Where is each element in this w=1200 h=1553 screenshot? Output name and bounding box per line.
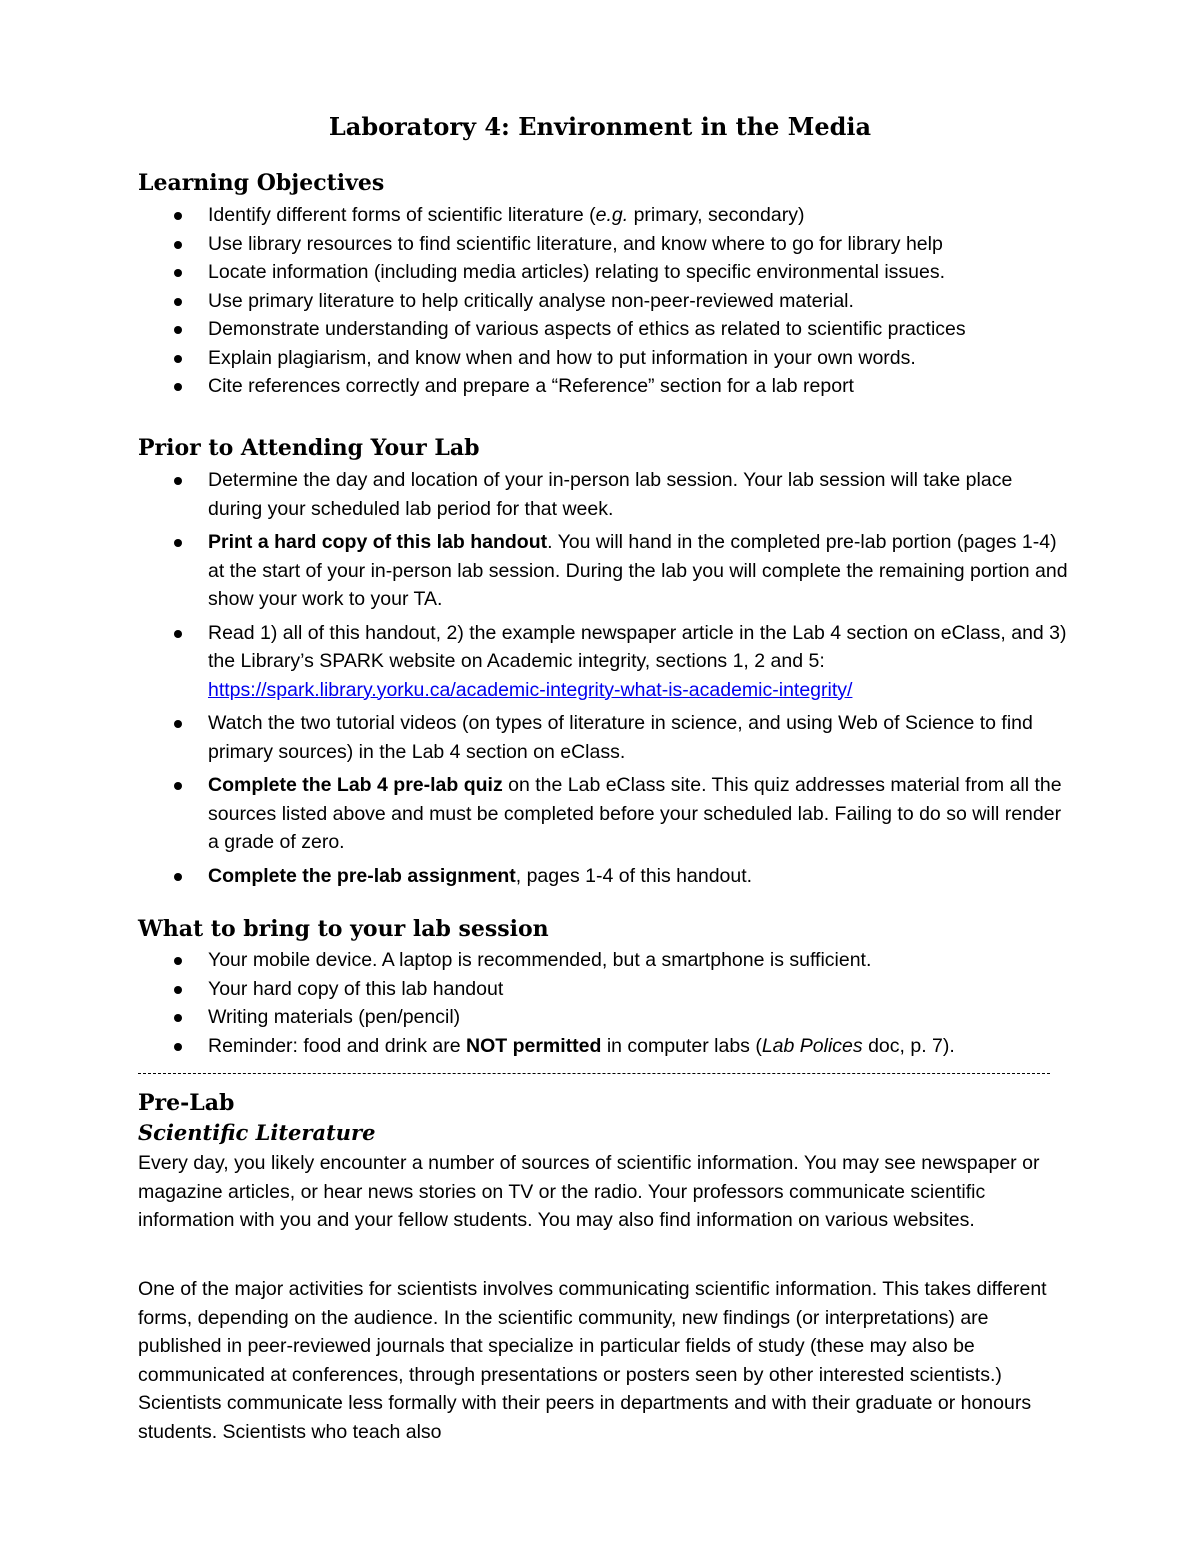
pre-lab-paragraph-2: One of the major activities for scientists involves communicating scientific information. This takes different forms, depending on the audience. In the scientific community, new findings (or interpretations) are published in peer-reviewed journals that specialize in particular fields of study (these may also be communicated at conferences, through presentations or posters seen by other interested scientists.) Scientists communicate less formally with their peers in departments and with their graduate or honours students. Scientists who teach also [138, 1278, 1047, 1443]
list-item: Read 1) all of this handout, 2) the example newspaper article in the Lab 4 section on eClass, and 3) the Library’s SPARK website on Academic integrity, sections 1, 2 and 5: https://spark.library.yorku.ca/academic-integrity-what-is-academic-integrity/ [138, 619, 1068, 705]
list-item: Your hard copy of this lab handout [138, 975, 1068, 1004]
learning-objectives-list [138, 201, 1068, 401]
list-item: Reminder: food and drink are NOT permitted in computer labs (Lab Polices doc, p. 7). [138, 1032, 1068, 1061]
what-to-bring-list [138, 946, 1068, 1060]
list-item: Print a hard copy of this lab handout. You will hand in the completed pre-lab portion (pages 1-4) at the start of your in-person lab session. During the lab you will complete the remaining portion and show your work to your TA. [138, 528, 1068, 614]
list-item: Explain plagiarism, and know when and how to put information in your own words. [138, 344, 1068, 373]
list-item: Writing materials (pen/pencil) [138, 1003, 1068, 1032]
pre-lab-paragraph-1: Every day, you likely encounter a number of sources of scientific information. You may see newspaper or magazine articles, or hear news stories on TV or the radio. Your professors communicate scientific information with you and your fellow students. You may also find information on various websites. [138, 1152, 1040, 1231]
list-item: Use library resources to find scientific literature, and know where to go for library help [138, 230, 1068, 259]
scientific-literature-subheading: Scientific Literature [138, 1120, 376, 1145]
pre-lab-heading: Pre-Lab [138, 1090, 235, 1116]
list-item: Determine the day and location of your in-person lab session. Your lab session will take place during your scheduled lab period for that week. [138, 466, 1068, 523]
list-item: Complete the Lab 4 pre-lab quiz on the Lab eClass site. This quiz addresses material from all the sources listed above and must be completed before your scheduled lab. Failing to do so will render a grade of zero. [138, 771, 1068, 857]
section-divider [138, 1073, 1050, 1074]
page-title: Laboratory 4: Environment in the Media [328, 112, 872, 141]
list-item: Locate information (including media articles) relating to specific environmental issues. [138, 258, 1068, 287]
what-to-bring-heading: What to bring to your lab session [138, 916, 549, 942]
list-item: Demonstrate understanding of various aspects of ethics as related to scientific practices [138, 315, 1068, 344]
list-item: Cite references correctly and prepare a “Reference” section for a lab report [138, 372, 1068, 401]
prior-to-lab-list [138, 466, 1068, 895]
prior-to-lab-heading: Prior to Attending Your Lab [138, 435, 480, 461]
spark-website-link[interactable]: https://spark.library.yorku.ca/academic-integrity-what-is-academic-integrity/ [208, 678, 853, 701]
list-item: Identify different forms of scientific literature (e.g. primary, secondary) [138, 201, 1068, 230]
list-item: Use primary literature to help critically analyse non-peer-reviewed material. [138, 287, 1068, 316]
list-item: Watch the two tutorial videos (on types of literature in science, and using Web of Science to find primary sources) in the Lab 4 section on eClass. [138, 709, 1068, 766]
list-item: Your mobile device. A laptop is recommended, but a smartphone is sufficient. [138, 946, 1068, 975]
list-item: Complete the pre-lab assignment, pages 1-4 of this handout. [138, 862, 1068, 891]
learning-objectives-heading: Learning Objectives [138, 170, 385, 196]
